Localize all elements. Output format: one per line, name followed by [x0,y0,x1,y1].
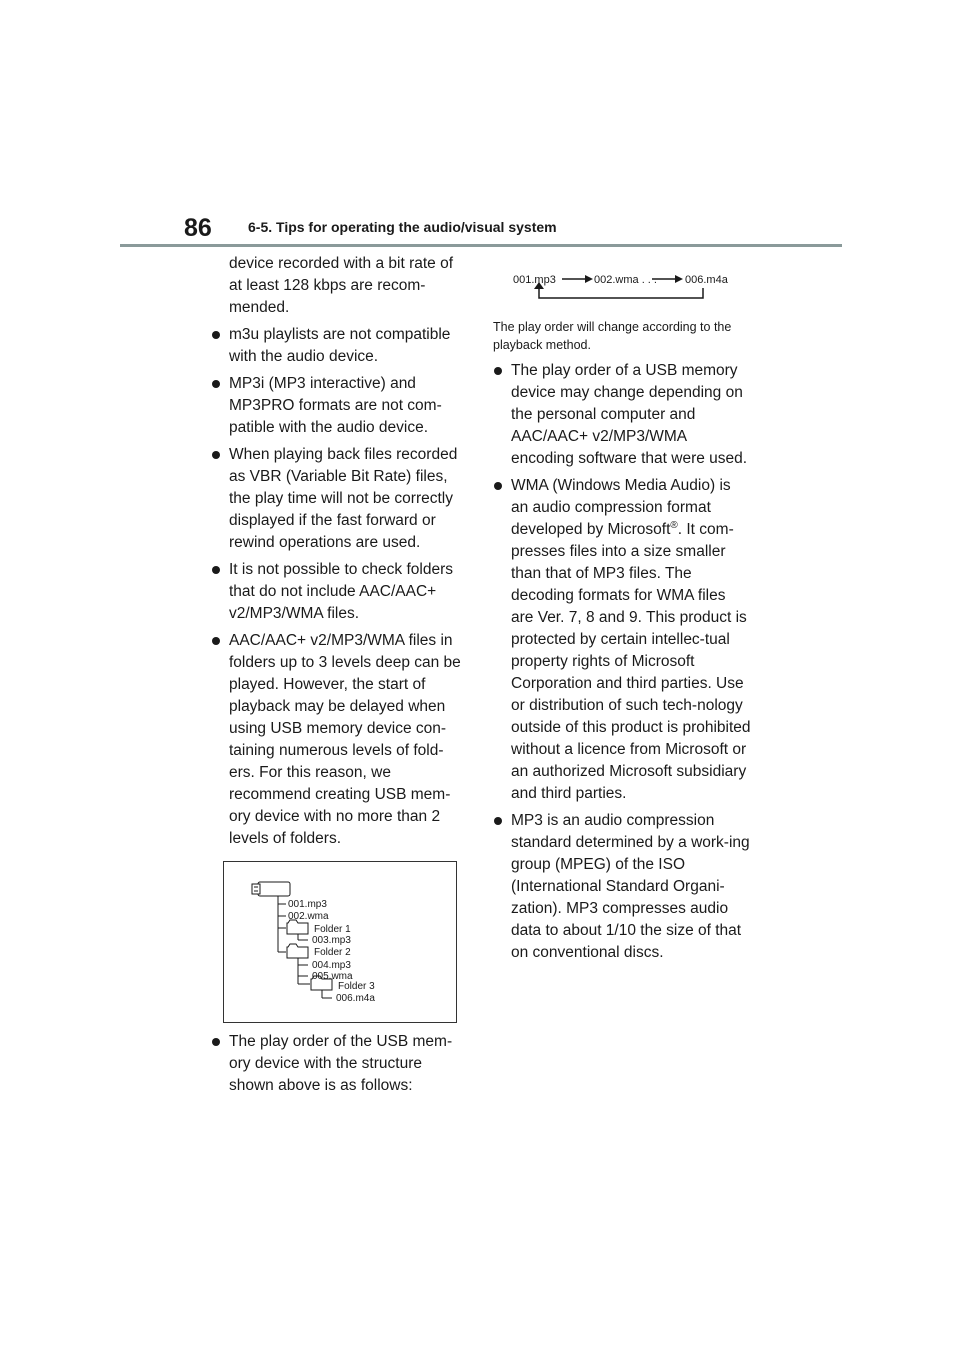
section-title: 6-5. Tips for operating the audio/visual system [248,219,557,235]
play-order-diagram [493,258,743,308]
tree-folder-1-label: Folder 1 [314,924,351,935]
registered-mark: ® [670,519,678,531]
tree-file-006: 006.m4a [336,993,375,1004]
play-order-second: 002.wma . . . [594,274,657,286]
bullet-mp3: MP3 is an audio compression standard determined by a work-ing group (MPEG) of the ISO (International Standard Organi-zation). MP3 compresses audio data to about 1/10 the size of that on conventional discs. [493,810,751,964]
tree-folder-2-label: Folder 2 [314,947,351,958]
bullet-wma [493,475,751,805]
play-order-first: 001.mp3 [513,274,556,286]
bullet-play-order: The play order of the USB mem-ory device with the structure shown above is as follows: [211,1031,467,1097]
header-divider [120,244,842,247]
right-column [493,258,751,969]
tree-file-004: 004.mp3 [312,960,351,971]
folder-1-icon [287,920,308,934]
play-order-figure [493,258,743,308]
bullet-folders-check: It is not possible to check folders that do not include AAC/AAC+ v2/MP3/WMA files. [211,559,467,625]
tree-file-001: 001.mp3 [288,899,327,910]
usb-memory-icon [258,882,290,896]
play-order-last: 006.m4a [685,274,728,286]
tree-folder-3-label: Folder 3 [338,981,375,992]
wma-text-before: WMA (Windows Media Audio) is an audio compression format developed by Microsoft [511,477,731,538]
tree-file-005: 005.wma [312,971,353,982]
folder-2-icon [287,944,308,958]
folder-tree-diagram [224,862,456,1022]
bullet-play-order-change: The play order of a USB memory device may change depending on the personal computer and AAC/AAC+ v2/MP3/WMA encoding software that were used. [493,360,751,470]
play-order-caption: The play order will change according to the playback method. [493,320,732,352]
left-column [211,253,467,1102]
bullet-vbr: When playing back files recorded as VBR (Variable Bit Rate) files, the play time will not be correctly displayed if the fast forward or rewind operations are used. [211,444,467,554]
bullet-folder-levels: AAC/AAC+ v2/MP3/WMA files in folders up to 3 levels deep can be played. However, the start of playback may be delayed when using USB memory device con-taining numerous levels of fold-ers. For this reason, we recommend creating USB mem-ory device with no more than 2 levels of folders. [211,630,467,850]
arrow-right-icon [675,275,683,283]
bullet-m3u: m3u playlists are not compatible with the audio device. [211,324,467,368]
tree-file-003: 003.mp3 [312,935,351,946]
continuation-text: device recorded with a bit rate of at least 128 kbps are recom-mended. [229,255,454,316]
arrow-right-icon [585,275,593,283]
bullet-mp3i: MP3i (MP3 interactive) and MP3PRO formats are not com-patible with the audio device. [211,373,467,439]
tree-file-002: 002.wma [288,911,329,922]
wma-text-after: . It com-presses files into a size smaller than that of MP3 files. The decoding formats for WMA files are Ver. 7, 8 and 9. This product is protected by certain intellec-tual property rights of Microsoft Corporation and third parties. Use or distribution of such tech-nology outside of this product is prohibited without a licence from Microsoft or an authorized Microsoft subsidiary and third parties. [511,521,751,802]
page-number: 86 [184,214,212,242]
folder-structure-figure [223,861,457,1023]
